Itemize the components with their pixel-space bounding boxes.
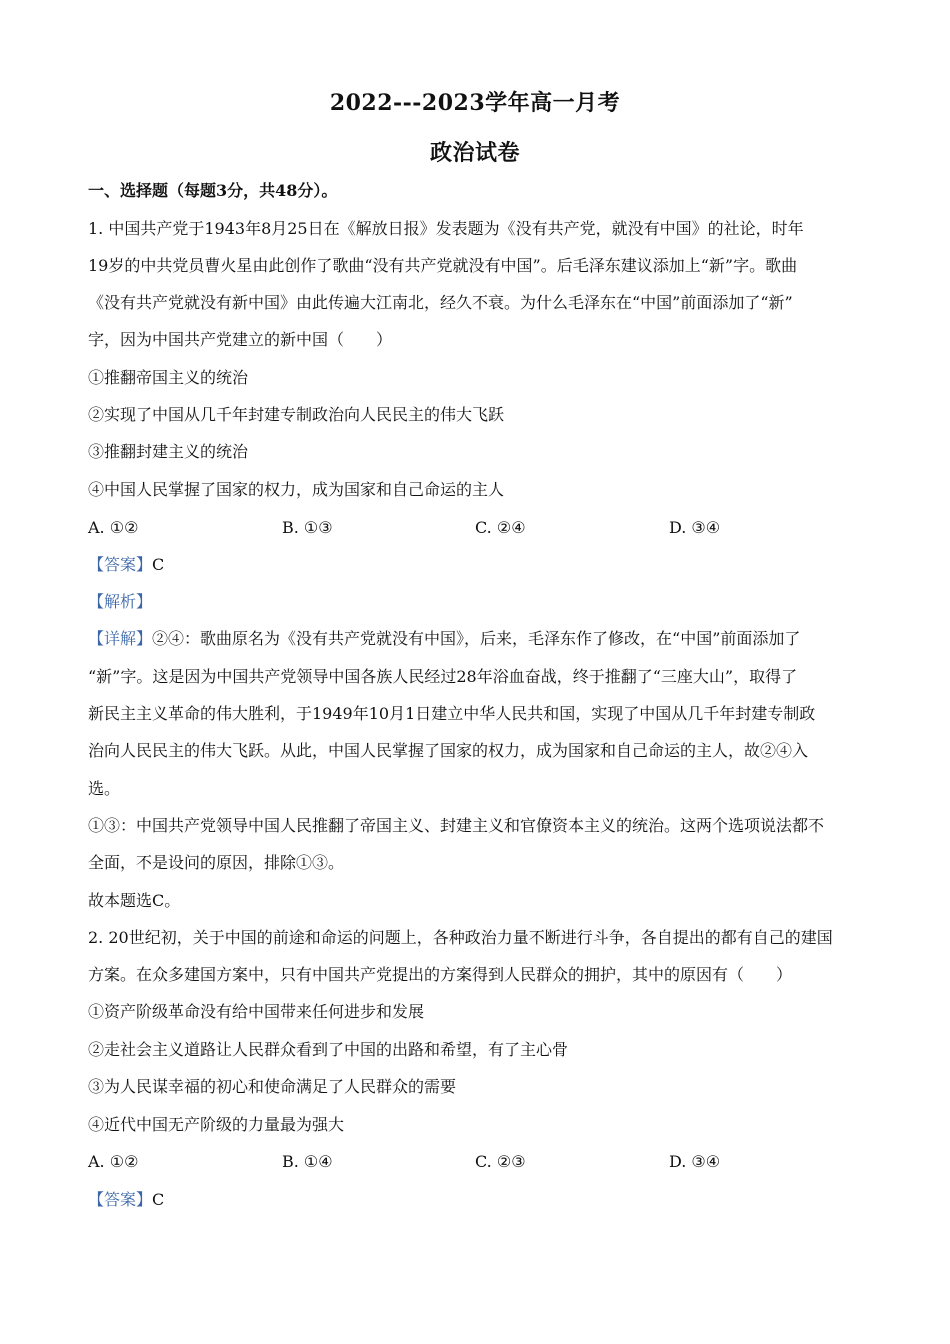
q1-stem-line: 《没有共产党就没有新中国》由此传遍大江南北，经久不衰。为什么毛泽东在“中国”前面添加了“新” <box>88 293 793 312</box>
q2-statement: ④近代中国无产阶级的力量最为强大 <box>88 1115 345 1134</box>
q2-answer <box>88 1189 868 1211</box>
q1-statement: ③推翻封建主义的统治 <box>88 442 249 461</box>
q1-detail-line: ①③：中国共产党领导中国人民推翻了帝国主义、封建主义和官僚资本主义的统治。这两个选项说法都不 <box>88 816 825 835</box>
answer-label: 【答案】 <box>88 1190 153 1209</box>
q1-detail-line: 故本题选C。 <box>88 891 181 910</box>
q1-option-a: A. ①② <box>88 518 139 537</box>
q2-statement: ③为人民谋幸福的初心和使命满足了人民群众的需要 <box>88 1077 457 1096</box>
q2-option-b: B. ①④ <box>282 1152 333 1171</box>
answer-value: C <box>152 1190 165 1209</box>
answer-label: 【答案】 <box>88 555 153 574</box>
q1-statement: ②实现了中国从几千年封建专制政治向人民民主的伟大飞跃 <box>88 405 505 424</box>
q1-answer <box>88 554 868 576</box>
detail-text: ②④：歌曲原名为《没有共产党就没有中国》，后来，毛泽东作了修改，在“中国”前面添加了 <box>152 629 801 648</box>
q1-detail-line: 全面，不是设问的原因，排除①③。 <box>88 853 345 872</box>
q2-option-a: A. ①② <box>88 1152 139 1171</box>
q1-detail-line: 选。 <box>88 779 121 798</box>
q1-option-d: D. ③④ <box>669 518 721 537</box>
exam-subtitle: 政治试卷 <box>429 140 520 166</box>
q1-detail-line: 治向人民民主的伟大飞跃。从此，中国人民掌握了国家的权力，成为国家和自己命运的主人，故②④入 <box>88 741 809 760</box>
analysis-label: 【解析】 <box>88 592 153 611</box>
q1-option-b: B. ①③ <box>282 518 333 537</box>
section-heading: 一、选择题（每题3分，共48分）。 <box>88 181 338 200</box>
q1-stem-line: 字，因为中国共产党建立的新中国（ ） <box>88 330 393 349</box>
q2-option-c: C. ②③ <box>475 1152 526 1171</box>
q1-detail-line: 新民主主义革命的伟大胜利，于1949年10月1日建立中华人民共和国，实现了中国从几千年封建专制政 <box>88 704 816 723</box>
detail-label: 【详解】 <box>88 629 153 648</box>
q1-detail-line: “新”字。这是因为中国共产党领导中国各族人民经过28年浴血奋战，终于推翻了“三座大山”，取得了 <box>88 667 798 686</box>
q2-statement: ①资产阶级革命没有给中国带来任何进步和发展 <box>88 1002 425 1021</box>
q2-stem-line: 方案。在众多建国方案中，只有中国共产党提出的方案得到人民群众的拥护，其中的原因有（ ） <box>88 965 793 984</box>
q1-option-c: C. ②④ <box>475 518 526 537</box>
answer-value: C <box>152 555 165 574</box>
q1-statement: ①推翻帝国主义的统治 <box>88 368 249 387</box>
q2-option-d: D. ③④ <box>669 1152 721 1171</box>
q2-statement: ②走社会主义道路让人民群众看到了中国的出路和希望，有了主心骨 <box>88 1040 569 1059</box>
q1-stem-line: 1. 中国共产党于1943年8月25日在《解放日报》发表题为《没有共产党，就没有中国》的社论，时年 <box>88 219 804 238</box>
q1-detail-line <box>88 628 868 650</box>
q2-stem-line: 2. 20世纪初，关于中国的前途和命运的问题上，各种政治力量不断进行斗争，各自提出的都有自己的建国 <box>88 928 833 947</box>
q1-statement: ④中国人民掌握了国家的权力，成为国家和自己命运的主人 <box>88 480 505 499</box>
q1-stem-line: 19岁的中共党员曹火星由此创作了歌曲“没有共产党就没有中国”。后毛泽东建议添加上“新”字。歌曲 <box>88 256 798 275</box>
exam-title: 2022---2023学年高一月考 <box>329 90 621 116</box>
q1-analysis <box>88 591 868 613</box>
